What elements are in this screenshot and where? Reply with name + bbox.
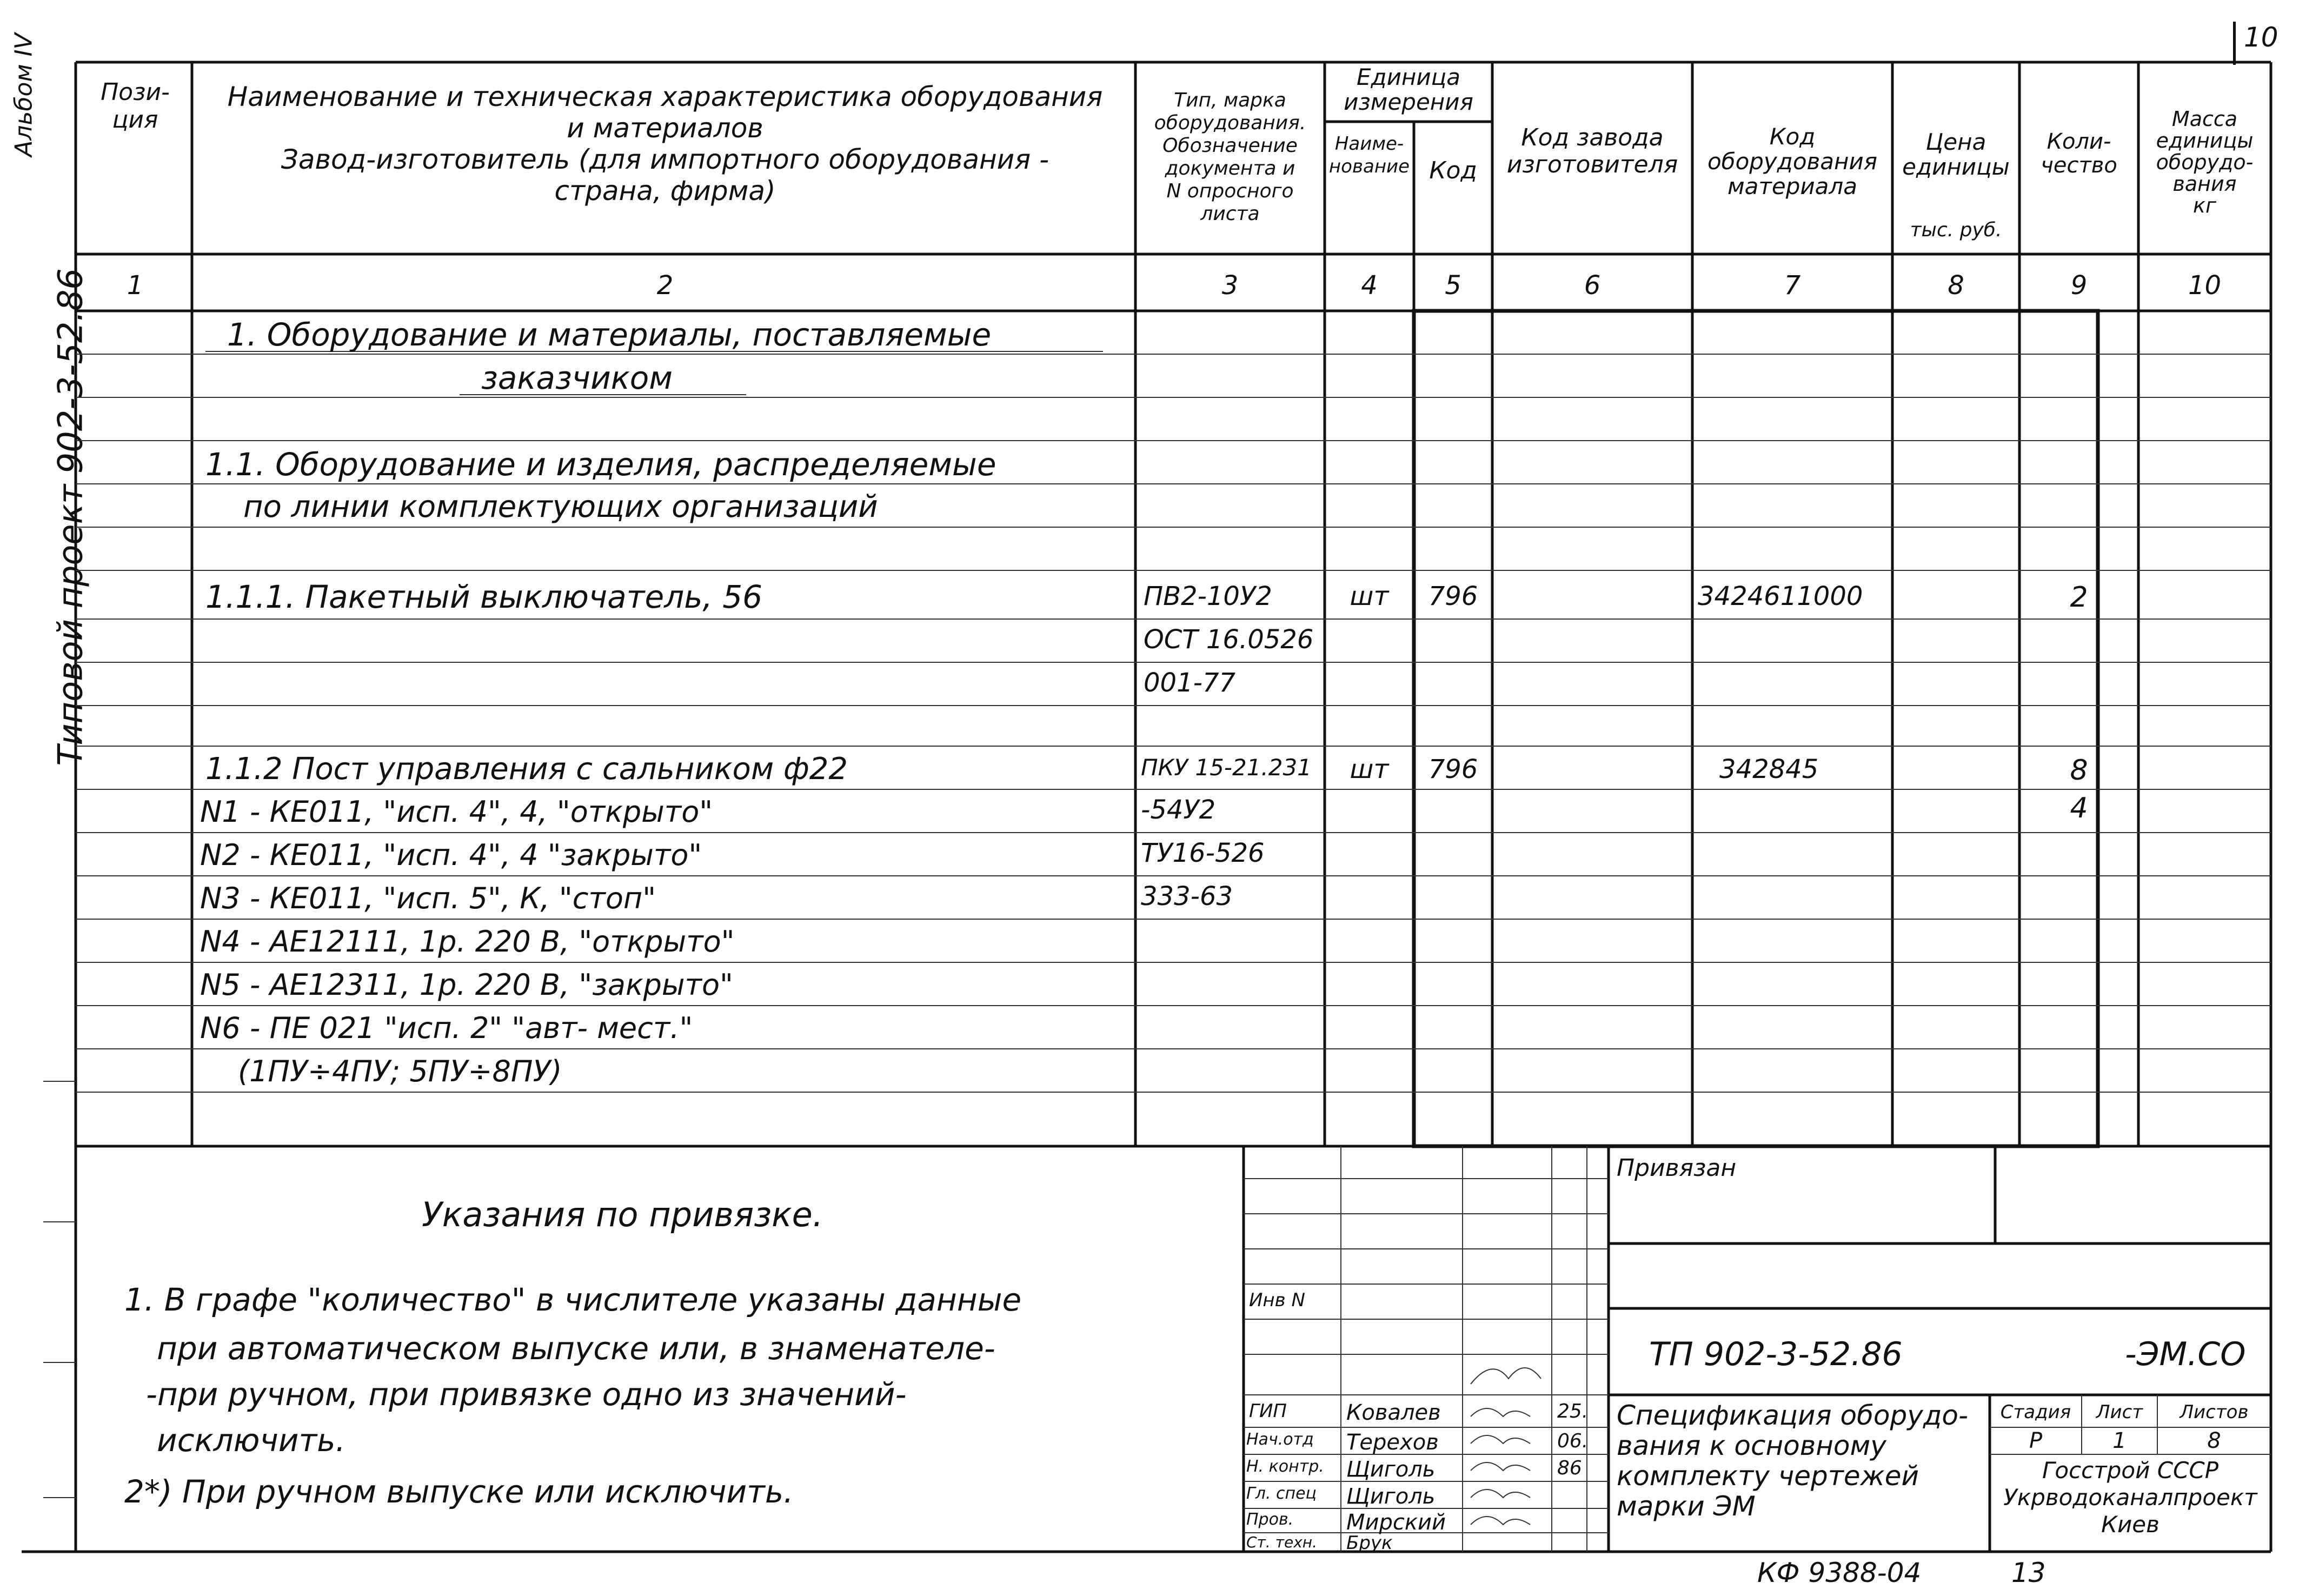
header-equipment-code: Код оборудования материала <box>1707 123 1878 200</box>
note-1-line-3: -при ручном, при привязке одно из значений- <box>146 1376 907 1413</box>
header-unit-group: Единица измерения <box>1344 64 1473 115</box>
row-18-name: (1ПУ÷4ПУ; 5ПУ÷8ПУ) <box>238 1054 562 1088</box>
header-type: Тип, марка оборудования. Обозначение документа и N опросного листа <box>1154 89 1306 225</box>
row-12-name: N1 - КЕ011, "исп. 4", 4, "открыто" <box>200 795 713 829</box>
row-11-qty-numerator: 8 <box>2070 754 2088 787</box>
col-num-10: 10 <box>2188 270 2222 301</box>
row-8-type: ОСТ 16.0526 <box>1144 624 1314 655</box>
row-14-name: N3 - КЕ011, "исп. 5", К, "стоп" <box>200 881 656 915</box>
row-5-name: по линии комплектующих организаций <box>243 489 878 524</box>
row-13-name: N2 - КЕ011, "исп. 4", 4 "закрыто" <box>200 838 702 872</box>
header-price-unit: тыс. руб. <box>1910 219 2002 241</box>
header-unit-code: Код <box>1429 157 1477 184</box>
row-11-unit: шт <box>1350 754 1389 784</box>
col-num-1: 1 <box>127 270 144 301</box>
header-price: Цена единицы <box>1902 129 2010 180</box>
stamp-stage-label: Стадия <box>2000 1401 2071 1423</box>
row-7-qty: 2 <box>2070 581 2088 614</box>
stamp-mark: -ЭМ.СО <box>2125 1335 2246 1373</box>
stamp-role-6: Ст. техн. <box>1246 1533 1317 1551</box>
header-factory-code: Код завода изготовителя <box>1506 124 1678 178</box>
stamp-name-2: Терехов <box>1346 1430 1439 1455</box>
stamp-name-5: Мирский <box>1346 1510 1446 1535</box>
row-12-type: -54У2 <box>1141 795 1216 825</box>
stamp-date-3: 86 <box>1557 1457 1582 1479</box>
sheet-number: 10 <box>2244 22 2278 53</box>
stamp-title: Спецификация оборудо- вания к основному комплекту чертежей марки ЭМ <box>1617 1400 1969 1522</box>
row-11-equip-code: 342845 <box>1719 754 1819 784</box>
row-2-name: заказчиком <box>481 360 673 396</box>
stamp-name-1: Ковалев <box>1346 1400 1441 1425</box>
stamp-date-1: 25. <box>1557 1400 1589 1422</box>
stamp-sheet: 1 <box>2112 1428 2127 1453</box>
col-num-5: 5 <box>1445 270 1461 301</box>
stamp-role-1: ГИП <box>1249 1400 1287 1422</box>
row-4-name: 1.1. Оборудование и изделия, распределяемые <box>205 446 996 483</box>
stamp-stage: Р <box>2029 1428 2043 1453</box>
row-15-name: N4 - АЕ12111, 1р. 220 В, "открыто" <box>200 925 735 959</box>
row-7-unit-code: 796 <box>1428 581 1478 611</box>
row-9-type: 001-77 <box>1144 668 1236 698</box>
row-7-unit: шт <box>1350 581 1389 611</box>
row-17-name: N6 - ПЕ 021 "исп. 2" "авт- мест." <box>200 1011 693 1045</box>
footer-code: КФ 9388-04 <box>1757 1557 1922 1588</box>
row-7-type: ПВ2-10У2 <box>1144 581 1272 611</box>
header-quantity: Коли- чество <box>2041 129 2117 178</box>
notes-title: Указания по привязке. <box>422 1195 823 1234</box>
col-num-2: 2 <box>656 270 674 301</box>
footer-page: 13 <box>2011 1557 2046 1588</box>
row-16-name: N5 - АЕ12311, 1р. 220 В, "закрыто" <box>200 968 733 1002</box>
header-position: Пози- ция <box>101 78 170 134</box>
note-2: 2*) При ручном выпуске или исключить. <box>124 1473 794 1510</box>
row-11-name: 1.1.2 Пост управления с сальником ф22 <box>205 752 848 787</box>
col-num-7: 7 <box>1784 270 1801 301</box>
col-num-8: 8 <box>1948 270 1964 301</box>
row-11-type: ПКУ 15-21.231 <box>1141 754 1312 781</box>
stamp-role-5: Пров. <box>1246 1510 1294 1529</box>
stamp-privyazan: Привязан <box>1617 1154 1737 1182</box>
stamp-role-4: Гл. спец <box>1246 1484 1317 1503</box>
row-1-name: 1. Оборудование и материалы, поставляемые <box>227 316 992 353</box>
row-11-unit-code: 796 <box>1428 754 1478 784</box>
stamp-name-4: Щиголь <box>1346 1484 1436 1509</box>
stamp-inv: Инв N <box>1249 1289 1305 1311</box>
row-12-qty-denominator: 4 <box>2070 792 2088 824</box>
header-unit-name: Наиме- нование <box>1328 133 1410 177</box>
note-1-line-1: 1. В графе "количество" в числителе указаны данные <box>124 1281 1022 1318</box>
row-14-type: 333-63 <box>1141 881 1233 912</box>
col-num-9: 9 <box>2070 270 2088 301</box>
stamp-role-3: Н. контр. <box>1246 1457 1324 1476</box>
col-num-6: 6 <box>1584 270 1601 301</box>
side-album: Альбом IV <box>10 33 38 157</box>
stamp-sheets-label: Листов <box>2180 1401 2249 1423</box>
stamp-name-3: Щиголь <box>1346 1457 1436 1482</box>
row-7-name: 1.1.1. Пакетный выключатель, 56 <box>205 578 763 615</box>
stamp-date-2: 06. <box>1557 1430 1589 1452</box>
col-num-3: 3 <box>1221 270 1239 301</box>
col-num-4: 4 <box>1361 270 1378 301</box>
row-13-type: ТУ16-526 <box>1141 838 1265 868</box>
note-1-line-4: исключить. <box>157 1422 345 1459</box>
header-mass: Масса единицы оборудо- вания кг <box>2156 107 2254 217</box>
stamp-role-2: Нач.отд <box>1246 1430 1314 1449</box>
stamp-sheet-label: Лист <box>2096 1401 2143 1423</box>
note-1-line-2: при автоматическом выпуске или, в знаменателе- <box>157 1330 995 1367</box>
side-project-label: Типовой проект 902-3-52.86 <box>50 268 90 766</box>
stamp-project-code: ТП 902-3-52.86 <box>1649 1335 1903 1373</box>
stamp-organization: Госстрой СССР Укрводоканалпроект Киев <box>2003 1457 2257 1538</box>
stamp-name-6: Брук <box>1346 1532 1393 1554</box>
header-name: Наименование и техническая характеристика оборудования и материалов Завод-изготовитель (для импортного оборудования - страна, фирма) <box>227 81 1103 207</box>
stamp-sheets: 8 <box>2207 1428 2221 1453</box>
row-7-equip-code: 3424611000 <box>1698 581 1863 611</box>
